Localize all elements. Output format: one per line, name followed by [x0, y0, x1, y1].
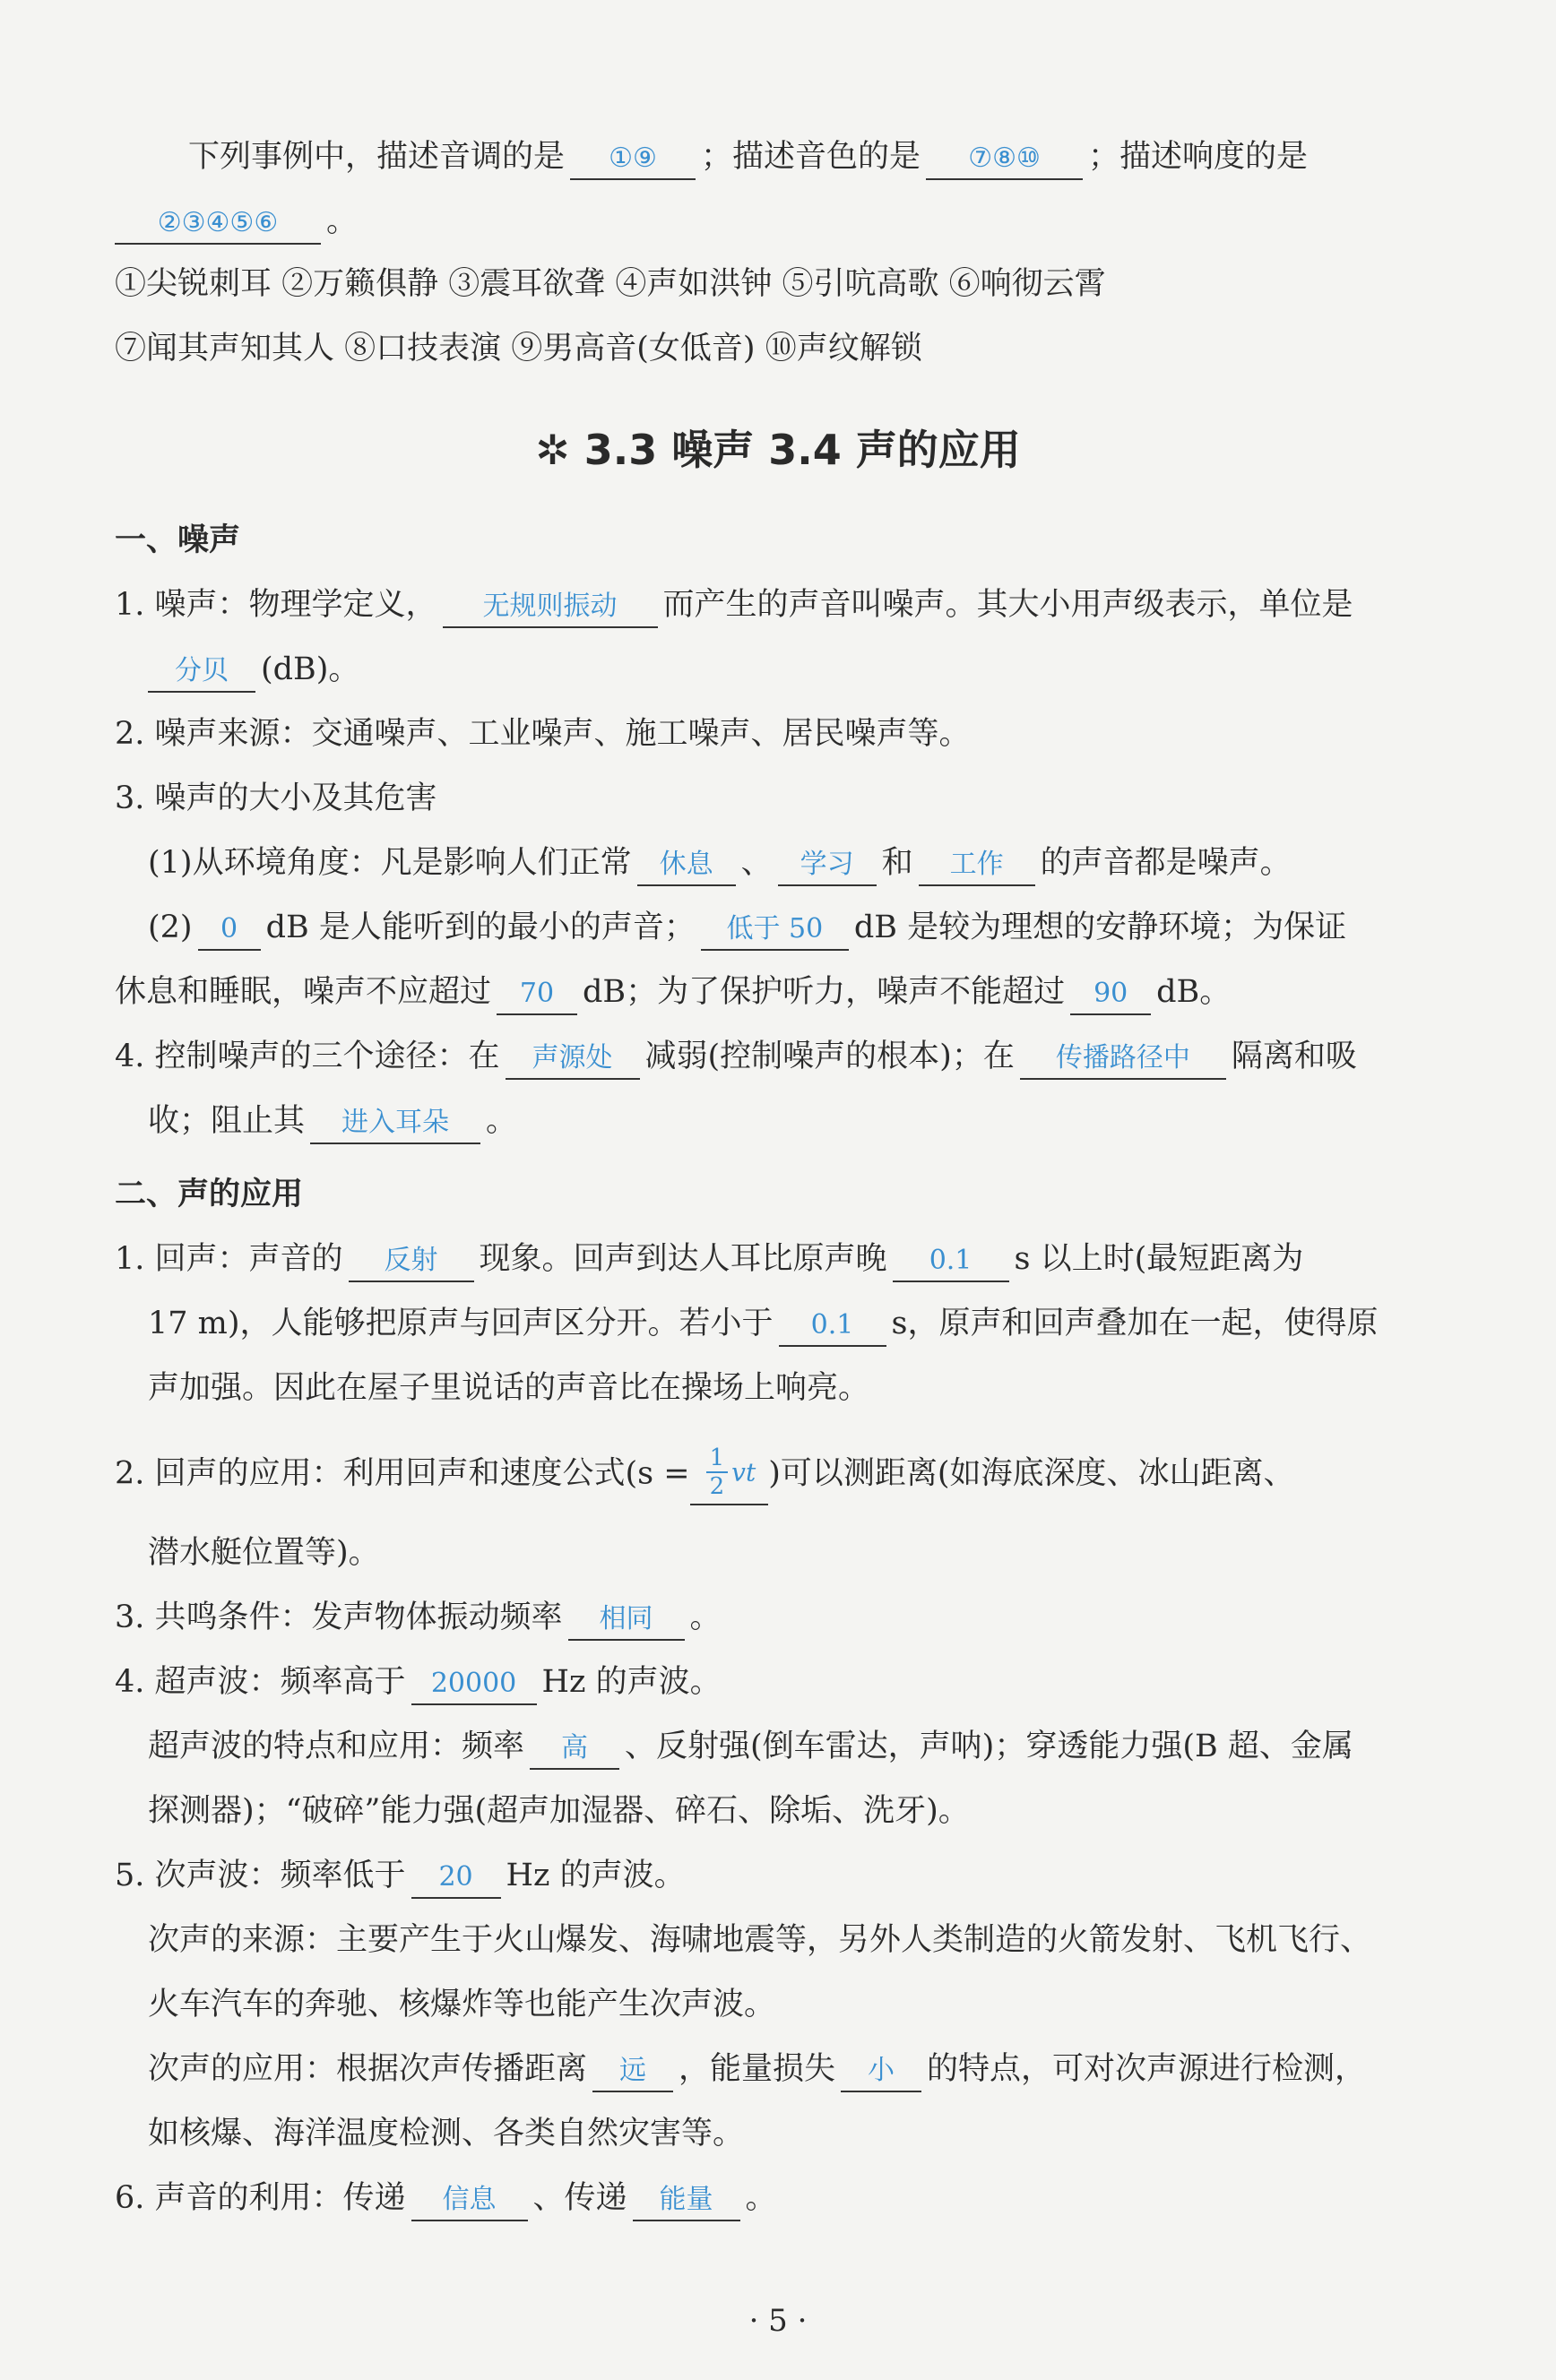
- infrasonic-source-line-2: 火车汽车的奔驰、核爆炸等也能产生次声波。: [148, 1987, 776, 2022]
- echo-line-1: 1. 回声：声音的 反射 现象。回声到达人耳比原声晚 0.1 s 以上时(最短距离为: [115, 1237, 1441, 1282]
- answer-high: 高: [530, 1729, 619, 1770]
- answer-irregular-vibration: 无规则振动: [443, 587, 658, 628]
- answer-reflection: 反射: [349, 1241, 474, 1282]
- item-3: 3. 噪声的大小及其危害: [115, 780, 437, 816]
- answer-study: 学习: [778, 845, 877, 886]
- item-2: 2. 噪声来源：交通噪声、工业噪声、施工噪声、居民噪声等。: [115, 716, 971, 752]
- infrasonic-application-line-2: 如核爆、海洋温度检测、各类自然灾害等。: [148, 2116, 745, 2151]
- answer-work: 工作: [919, 845, 1035, 886]
- answer-20000-hz: 20000: [411, 1664, 537, 1705]
- ultrasonic-features-line-1: 超声波的特点和应用：频率 高 、反射强(倒车雷达，声呐)；穿透能力强(B 超、金属: [148, 1724, 1474, 1770]
- examples-line-1: ①尖锐刺耳 ②万籁俱静 ③震耳欲聋 ④声如洪钟 ⑤引吭高歌 ⑥响彻云霄: [115, 266, 1106, 302]
- answer-decibel: 分贝: [148, 651, 255, 693]
- answer-rest: 休息: [637, 845, 736, 886]
- fraction-half: $\frac{1}{2}$: [706, 1444, 729, 1500]
- infrasonic-source-line-1: 次声的来源：主要产生于火山爆发、海啸地震等，另外人类制造的火箭发射、飞机飞行、: [148, 1922, 1372, 1958]
- item-4-line-2: 收；阻止其 进入耳朵 。: [148, 1099, 1474, 1144]
- answer-same: 相同: [568, 1600, 685, 1641]
- intro-line-1: 下列事例中，描述音调的是 ①⑨ ；描述音色的是 ⑦⑧⑩ ；描述响度的是: [188, 134, 1515, 180]
- heading-sound-application: 二、声的应用: [115, 1177, 304, 1212]
- examples-line-2: ⑦闻其声知其人 ⑧口技表演 ⑨男高音(女低音) ⑩声纹解锁: [115, 331, 922, 366]
- infrasonic-line: 5. 次声波：频率低于 20 Hz 的声波。: [115, 1853, 1441, 1899]
- answer-at-source: 声源处: [506, 1039, 640, 1080]
- answer-below-50: 低于 50: [701, 910, 849, 951]
- item-1-line-2: 分贝 (dB)。: [148, 647, 1474, 693]
- answer-formula: $\frac{1}{2}$ vt: [690, 1444, 769, 1505]
- answer-0-1-s: 0.1: [893, 1241, 1009, 1282]
- echo-formula-line-2: 潜水艇位置等)。: [148, 1535, 380, 1571]
- item-3-2-line-2: 休息和睡眠，噪声不应超过 70 dB；为了保护听力，噪声不能超过 90 dB。: [115, 970, 1441, 1015]
- echo-line-3: 声加强。因此在屋子里说话的声音比在操场上响亮。: [148, 1370, 870, 1406]
- sound-use-line: 6. 声音的利用：传递 信息 、传递 能量 。: [115, 2176, 1441, 2221]
- answer-70-db: 70: [497, 974, 577, 1015]
- item-4-line-1: 4. 控制噪声的三个途径：在 声源处 减弱(控制噪声的根本)；在 传播路径中 隔离和吸: [115, 1034, 1441, 1080]
- answer-pitch: ①⑨: [570, 139, 696, 180]
- answer-20-hz: 20: [411, 1858, 501, 1899]
- answer-energy: 能量: [633, 2180, 740, 2221]
- echo-formula-line: 2. 回声的应用：利用回声和速度公式(s = $\frac{1}{2}$ vt )可以测距离(如海底深度、冰山距离、: [115, 1444, 1441, 1505]
- intro-line-2: ②③④⑤⑥ 。: [115, 199, 1441, 245]
- answer-0-db: 0: [198, 910, 261, 951]
- item-1-line-1: 1. 噪声：物理学定义， 无规则振动 而产生的声音叫噪声。其大小用声级表示，单位是: [115, 582, 1441, 628]
- section-title: ✲ 3.3 噪声 3.4 声的应用: [535, 426, 1021, 474]
- ultrasonic-line: 4. 超声波：频率高于 20000 Hz 的声波。: [115, 1660, 1441, 1705]
- answer-transmission-path: 传播路径中: [1020, 1039, 1226, 1080]
- heading-noise: 一、噪声: [115, 522, 241, 558]
- item-3-1: (1)从环境角度：凡是影响人们正常 休息 、 学习 和 工作 的声音都是噪声。: [148, 841, 1474, 886]
- answer-far: 远: [592, 2051, 673, 2092]
- ultrasonic-features-line-2: 探测器)；“破碎”能力强(超声加湿器、碎石、除垢、洗牙)。: [148, 1793, 970, 1829]
- answer-90-db: 90: [1070, 974, 1151, 1015]
- answer-0-1-s-2: 0.1: [779, 1306, 886, 1347]
- answer-information: 信息: [411, 2180, 528, 2221]
- answer-loudness: ②③④⑤⑥: [115, 203, 321, 245]
- infrasonic-application-line-1: 次声的应用：根据次声传播距离 远 ，能量损失 小 的特点，可对次声源进行检测，: [148, 2047, 1474, 2092]
- answer-small: 小: [841, 2051, 921, 2092]
- resonance-line: 3. 共鸣条件：发声物体振动频率 相同 。: [115, 1595, 1441, 1641]
- echo-line-2: 17 m)，人能够把原声与回声区分开。若小于 0.1 s，原声和回声叠加在一起，使得原: [148, 1301, 1474, 1347]
- page-number: · 5 ·: [748, 2303, 808, 2339]
- answer-timbre: ⑦⑧⑩: [926, 139, 1083, 180]
- item-3-2-line-1: (2) 0 dB 是人能听到的最小的声音； 低于 50 dB 是较为理想的安静环境；为保证: [148, 905, 1474, 951]
- answer-entering-ear: 进入耳朵: [310, 1103, 480, 1144]
